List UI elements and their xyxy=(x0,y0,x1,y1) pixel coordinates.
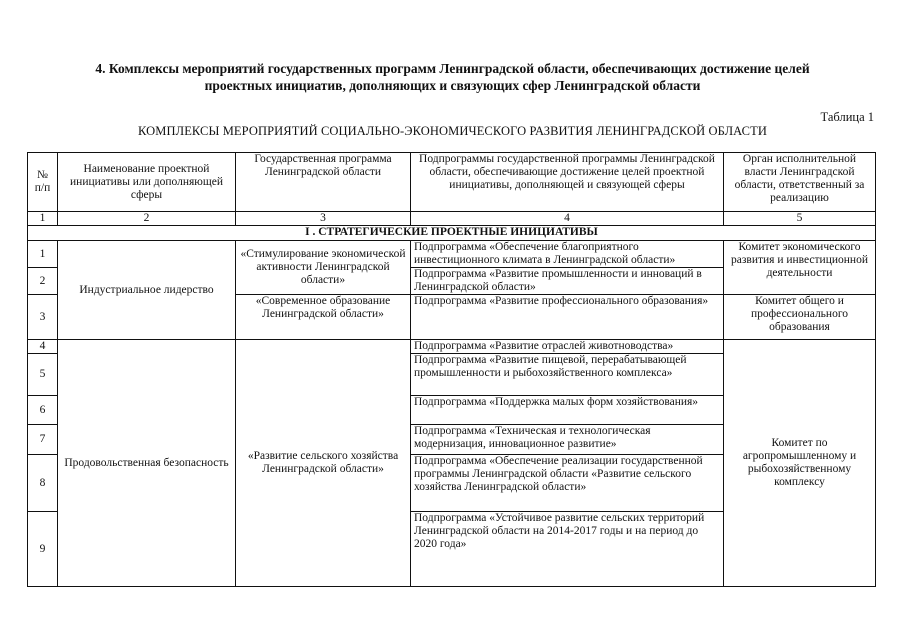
column-number-row xyxy=(28,212,876,226)
header-organ: Орган исполнительной власти Ленинградской области, ответственный за реализацию xyxy=(724,153,876,212)
organ-education: Комитет общего и профессионального образования xyxy=(724,295,876,340)
section-title: I . СТРАТЕГИЧЕСКИЕ ПРОЕКТНЫЕ ИНИЦИАТИВЫ xyxy=(28,226,876,241)
column-number: 4 xyxy=(411,212,724,226)
subprogram-cell: Подпрограмма «Развитие пищевой, перерабатывающей промышленности и рыбохозяйственного комплекса» xyxy=(411,354,724,396)
subprogram-cell: Подпрограмма «Развитие профессионального образования» xyxy=(411,295,724,340)
table-row xyxy=(28,340,876,354)
row-number: 7 xyxy=(28,425,58,455)
row-number: 5 xyxy=(28,354,58,396)
organ-economic-development: Комитет экономического развития и инвестиционной деятельности xyxy=(724,241,876,295)
subprogram-cell: Подпрограмма «Устойчивое развитие сельских территорий Ленинградской области на 2014-2017 годы и на период до 2020 года» xyxy=(411,512,724,587)
subprogram-cell: Подпрограмма «Обеспечение благоприятного инвестиционного климата в Ленинградской области» xyxy=(411,241,724,268)
row-number: 1 xyxy=(28,241,58,268)
row-number: 3 xyxy=(28,295,58,340)
program-agriculture: «Развитие сельского хозяйства Ленинградской области» xyxy=(236,340,411,587)
section-heading xyxy=(0,60,905,94)
program-education: «Современное образование Ленинградской области» xyxy=(236,295,411,340)
subprogram-cell: Подпрограмма «Обеспечение реализации государственной программы Ленинградской области «Развитие сельского хозяйства Ленинградской области» xyxy=(411,455,724,512)
initiative-food-security: Продовольственная безопасность xyxy=(58,340,236,587)
table-label: Таблица 1 xyxy=(820,110,874,124)
row-number: 4 xyxy=(28,340,58,354)
row-number: 9 xyxy=(28,512,58,587)
measures-table xyxy=(27,152,876,587)
column-number: 3 xyxy=(236,212,411,226)
column-number: 1 xyxy=(28,212,58,226)
table-row xyxy=(28,241,876,268)
table-title: КОМПЛЕКСЫ МЕРОПРИЯТИЙ СОЦИАЛЬНО-ЭКОНОМИЧЕСКОГО РАЗВИТИЯ ЛЕНИНГРАДСКОЙ ОБЛАСТИ xyxy=(138,124,767,138)
header-number: № п/п xyxy=(28,153,58,212)
subprogram-cell: Подпрограмма «Техническая и технологическая модернизация, инновационное развитие» xyxy=(411,425,724,455)
header-initiative: Наименование проектной инициативы или дополняющей сферы xyxy=(58,153,236,212)
column-number: 2 xyxy=(58,212,236,226)
table-header-row xyxy=(28,153,876,212)
initiative-industrial: Индустриальное лидерство xyxy=(58,241,236,340)
program-economic-activity: «Стимулирование экономической активности Ленинградской области» xyxy=(236,241,411,295)
row-number: 8 xyxy=(28,455,58,512)
row-number: 6 xyxy=(28,396,58,425)
header-subprograms: Подпрограммы государственной программы Ленинградской области, обеспечивающие достижение целей проектной инициативы, дополняющей и связующей сферы xyxy=(411,153,724,212)
subprogram-cell: Подпрограмма «Поддержка малых форм хозяйствования» xyxy=(411,396,724,425)
row-number: 2 xyxy=(28,268,58,295)
subprogram-cell: Подпрограмма «Развитие отраслей животноводства» xyxy=(411,340,724,354)
organ-agriculture: Комитет по агропромышленному и рыбохозяйственному комплексу xyxy=(724,340,876,587)
section-row xyxy=(28,226,876,241)
column-number: 5 xyxy=(724,212,876,226)
heading-line-1: 4. Комплексы мероприятий государственных программ Ленинградской области, обеспечивающих достижение целей xyxy=(95,61,810,76)
subprogram-cell: Подпрограмма «Развитие промышленности и инноваций в Ленинградской области» xyxy=(411,268,724,295)
header-program: Государственная программа Ленинградской области xyxy=(236,153,411,212)
heading-line-2: проектных инициатив, дополняющих и связующих сфер Ленинградской области xyxy=(204,78,701,93)
